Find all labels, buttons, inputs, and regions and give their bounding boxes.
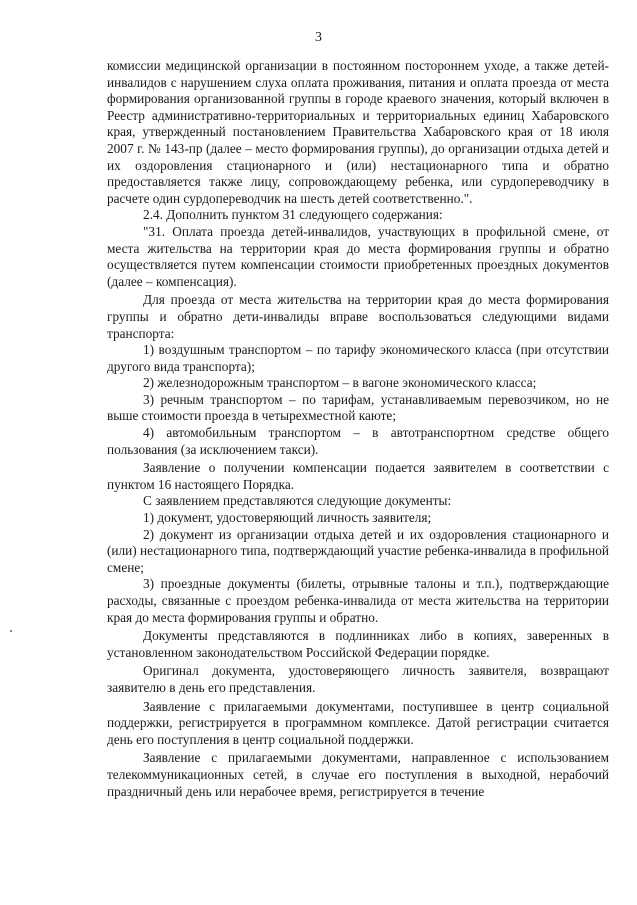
- list-item: 4) автомобильным транспортом – в автотранспортном средстве общего пользования (за исключением такси).: [107, 425, 609, 457]
- paragraph: Оригинал документа, удостоверяющего личность заявителя, возвращают заявителю в день его представления.: [107, 663, 609, 695]
- scan-speck: [10, 630, 12, 632]
- list-item: 3) проездные документы (билеты, отрывные талоны и т.п.), подтверждающие расходы, связанные с проездом ребенка-инвалида от места жительства на территории края до места формирования группы и обратно.: [107, 576, 609, 625]
- paragraph: комиссии медицинской организации в постоянном постороннем уходе, а также детей-инвалидов с нарушением слуха оплата проживания, питания и оплата проезда от места формирования организованной группы в городе краевого значения, который включен в Реестр административно-территориальных и территориальных единиц Хабаровского края, утвержденный постановлением Правительства Хабаровского края от 18 июля 2007 г. № 143-пр (далее – место формирования группы), до организации отдыха детей и их оздоровления стационарного и (или) нестационарного типа и обратно предоставляется также лицу, сопровождающему ребенка, или сурдопереводчику в расчете один сурдопереводчик на шесть детей соответственно.".: [107, 58, 609, 206]
- list-item: 2) железнодорожным транспортом – в вагоне экономического класса;: [143, 375, 537, 391]
- list-item: 2) документ из организации отдыха детей и их оздоровления стационарного и (или) нестационарного типа, подтверждающий участие ребенка-инвалида в профильной смене;: [107, 526, 609, 575]
- page-number: 3: [315, 30, 322, 45]
- paragraph: С заявлением представляются следующие документы:: [143, 493, 452, 509]
- list-item: 1) документ, удостоверяющий личность заявителя;: [143, 510, 432, 526]
- paragraph: 2.4. Дополнить пунктом 31 следующего содержания:: [143, 207, 443, 223]
- paragraph: Заявление с прилагаемыми документами, направленное с использованием телекоммуникационных сетей, в случае его поступления в выходной, нерабочий праздничный день или нерабочее время, регистрируется в течение: [107, 750, 609, 799]
- paragraph: "31. Оплата проезда детей-инвалидов, участвующих в профильной смене, от места жительства на территории края до места формирования группы и обратно осуществляется путем компенсации стоимости приобретенных проездных документов (далее – компенсация).: [107, 223, 609, 289]
- document-body: [107, 58, 609, 800]
- paragraph: Заявление о получении компенсации подается заявителем в соответствии с пунктом 16 настоящего Порядка.: [107, 460, 609, 492]
- list-item: 3) речным транспортом – по тарифам, устанавливаемым перевозчиком, но не выше стоимости проезда в четырехместной каюте;: [107, 391, 609, 424]
- paragraph: Для проезда от места жительства на территории края до места формирования группы и обратно дети-инвалиды вправе воспользоваться следующими видами транспорта:: [107, 292, 609, 341]
- paragraph: Заявление с прилагаемыми документами, поступившее в центр социальной поддержки, регистрируется в программном комплексе. Датой регистрации считается день его поступления в центр социальной поддержки.: [107, 698, 609, 747]
- paragraph: Документы представляются в подлинниках либо в копиях, заверенных в установленном законодательством Российской Федерации порядке.: [107, 628, 609, 660]
- list-item: 1) воздушным транспортом – по тарифу экономического класса (при отсутствии другого вида транспорта);: [107, 342, 609, 374]
